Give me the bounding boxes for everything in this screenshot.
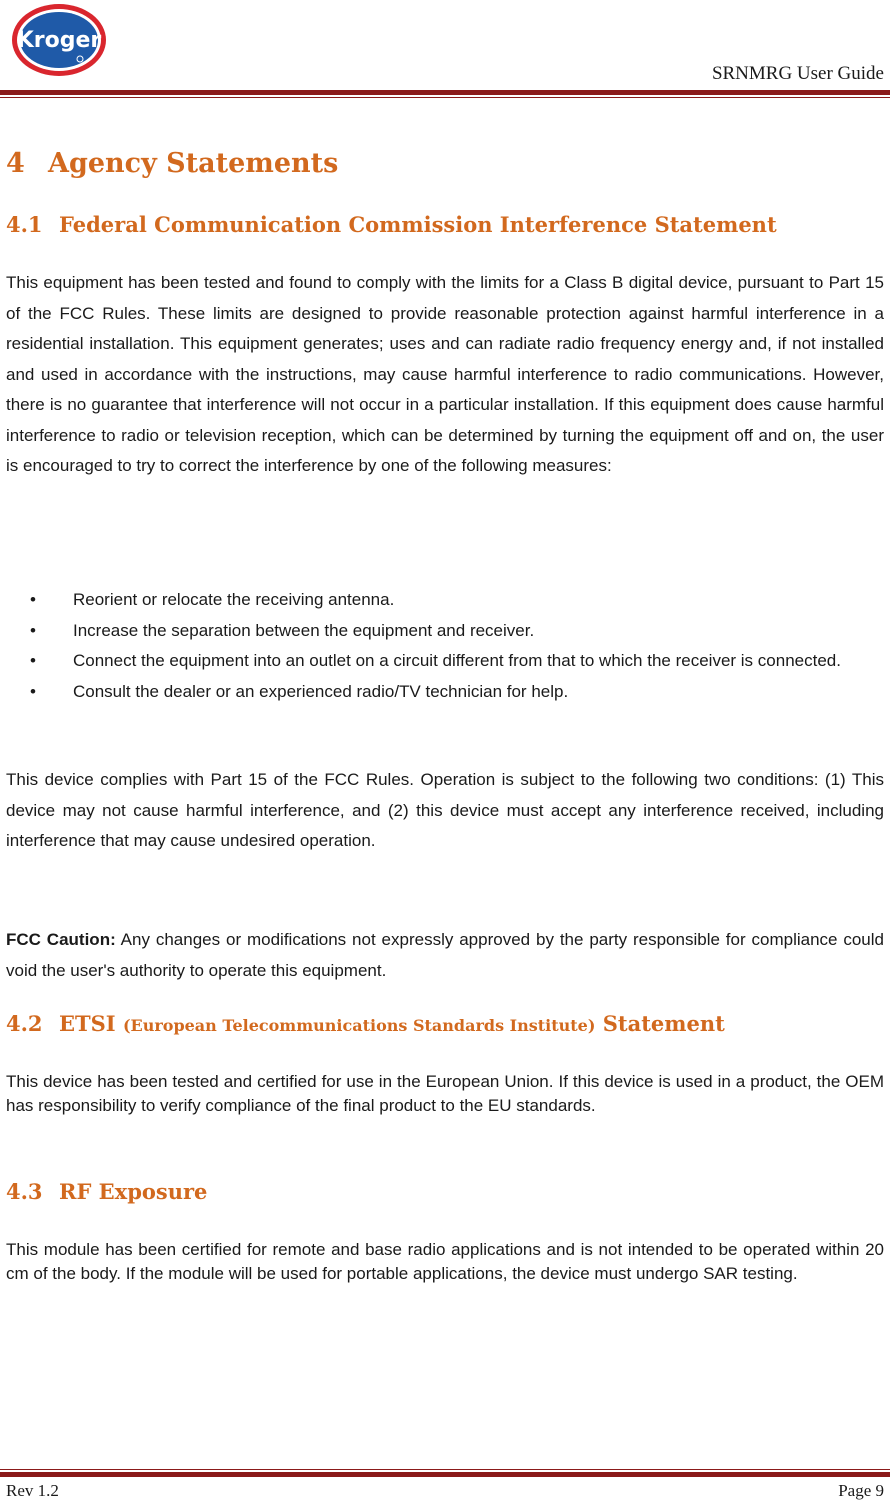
section-4-1-heading xyxy=(6,212,777,237)
list-item: • Consult the dealer or an experienced radio/TV technician for help. xyxy=(30,681,569,701)
rf-exposure-paragraph: This module has been certified for remote and base radio applications and is not intended to be operated within 20 cm of the body. If the module will be used for portable applications, the device must undergo SAR testing. xyxy=(6,1240,884,1283)
list-item: • Connect the equipment into an outlet on a circuit different from that to which the receiver is connected. xyxy=(30,651,841,670)
section-title: Agency Statements xyxy=(48,148,339,179)
section-number: 4.3 xyxy=(6,1179,43,1204)
section-4-2-heading xyxy=(6,1011,725,1036)
section-number: 4.1 xyxy=(6,212,43,237)
caution-text: Any changes or modifications not expressly approved by the party responsible for compliance could void the user's authority to operate this equipment. xyxy=(6,930,884,980)
section-number: 4 xyxy=(6,148,25,179)
section-title: Federal Communication Commission Interference Statement xyxy=(59,212,777,237)
fcc-caution-paragraph xyxy=(6,925,884,986)
page-number: Page 9 xyxy=(838,1481,884,1500)
guide-title: SRNMRG User Guide xyxy=(711,63,884,84)
section-title-c: Statement xyxy=(595,1011,725,1036)
footer-rule-thin xyxy=(0,1469,890,1470)
page-header xyxy=(0,0,890,100)
footer-rule xyxy=(0,1472,890,1477)
section-4-3-heading xyxy=(6,1179,207,1204)
section-number: 4.2 xyxy=(6,1011,43,1036)
section-title-b: (European Telecommunications Standards Institute) xyxy=(122,1016,596,1035)
revision-label: Rev 1.2 xyxy=(6,1481,59,1500)
header-rule xyxy=(0,90,890,95)
header-rule-thin xyxy=(0,97,890,98)
logo-text: Kroger xyxy=(16,28,102,53)
etsi-paragraph: This device has been tested and certified for use in the European Union. If this device is used in a product, the OEM has responsibility to verify compliance of the final product to the EU standards. xyxy=(6,1072,884,1115)
list-item: • Reorient or relocate the receiving antenna. xyxy=(30,590,395,609)
caution-label: FCC Caution: xyxy=(6,930,116,949)
kroger-logo xyxy=(10,2,108,78)
fcc-measures-list xyxy=(6,585,884,707)
section-4-heading xyxy=(6,148,338,179)
section-title: RF Exposure xyxy=(59,1179,208,1204)
section-title-a: ETSI xyxy=(59,1011,123,1036)
fcc-statement-paragraph: This equipment has been tested and found to comply with the limits for a Class B digital device, pursuant to Part 15 of the FCC Rules. These limits are designed to provide reasonable protection against harmful interference in a residential installation. This equipment generates; uses and can radiate radio frequency energy and, if not installed and used in accordance with the instructions, may cause harmful interference to radio communications. However, there is no guarantee that interference will not occur in a particular installation. If this equipment does cause harmful interference to radio or television reception, which can be determined by turning the equipment off and on, the user is encouraged to try to correct the interference by one of the following measures: xyxy=(6,273,884,475)
fcc-conditions-paragraph: This device complies with Part 15 of the FCC Rules. Operation is subject to the following two conditions: (1) This device may not cause harmful interference, and (2) this device must accept any interference received, including interference that may cause undesired operation. xyxy=(6,770,884,850)
list-item: • Increase the separation between the equipment and receiver. xyxy=(30,620,535,640)
